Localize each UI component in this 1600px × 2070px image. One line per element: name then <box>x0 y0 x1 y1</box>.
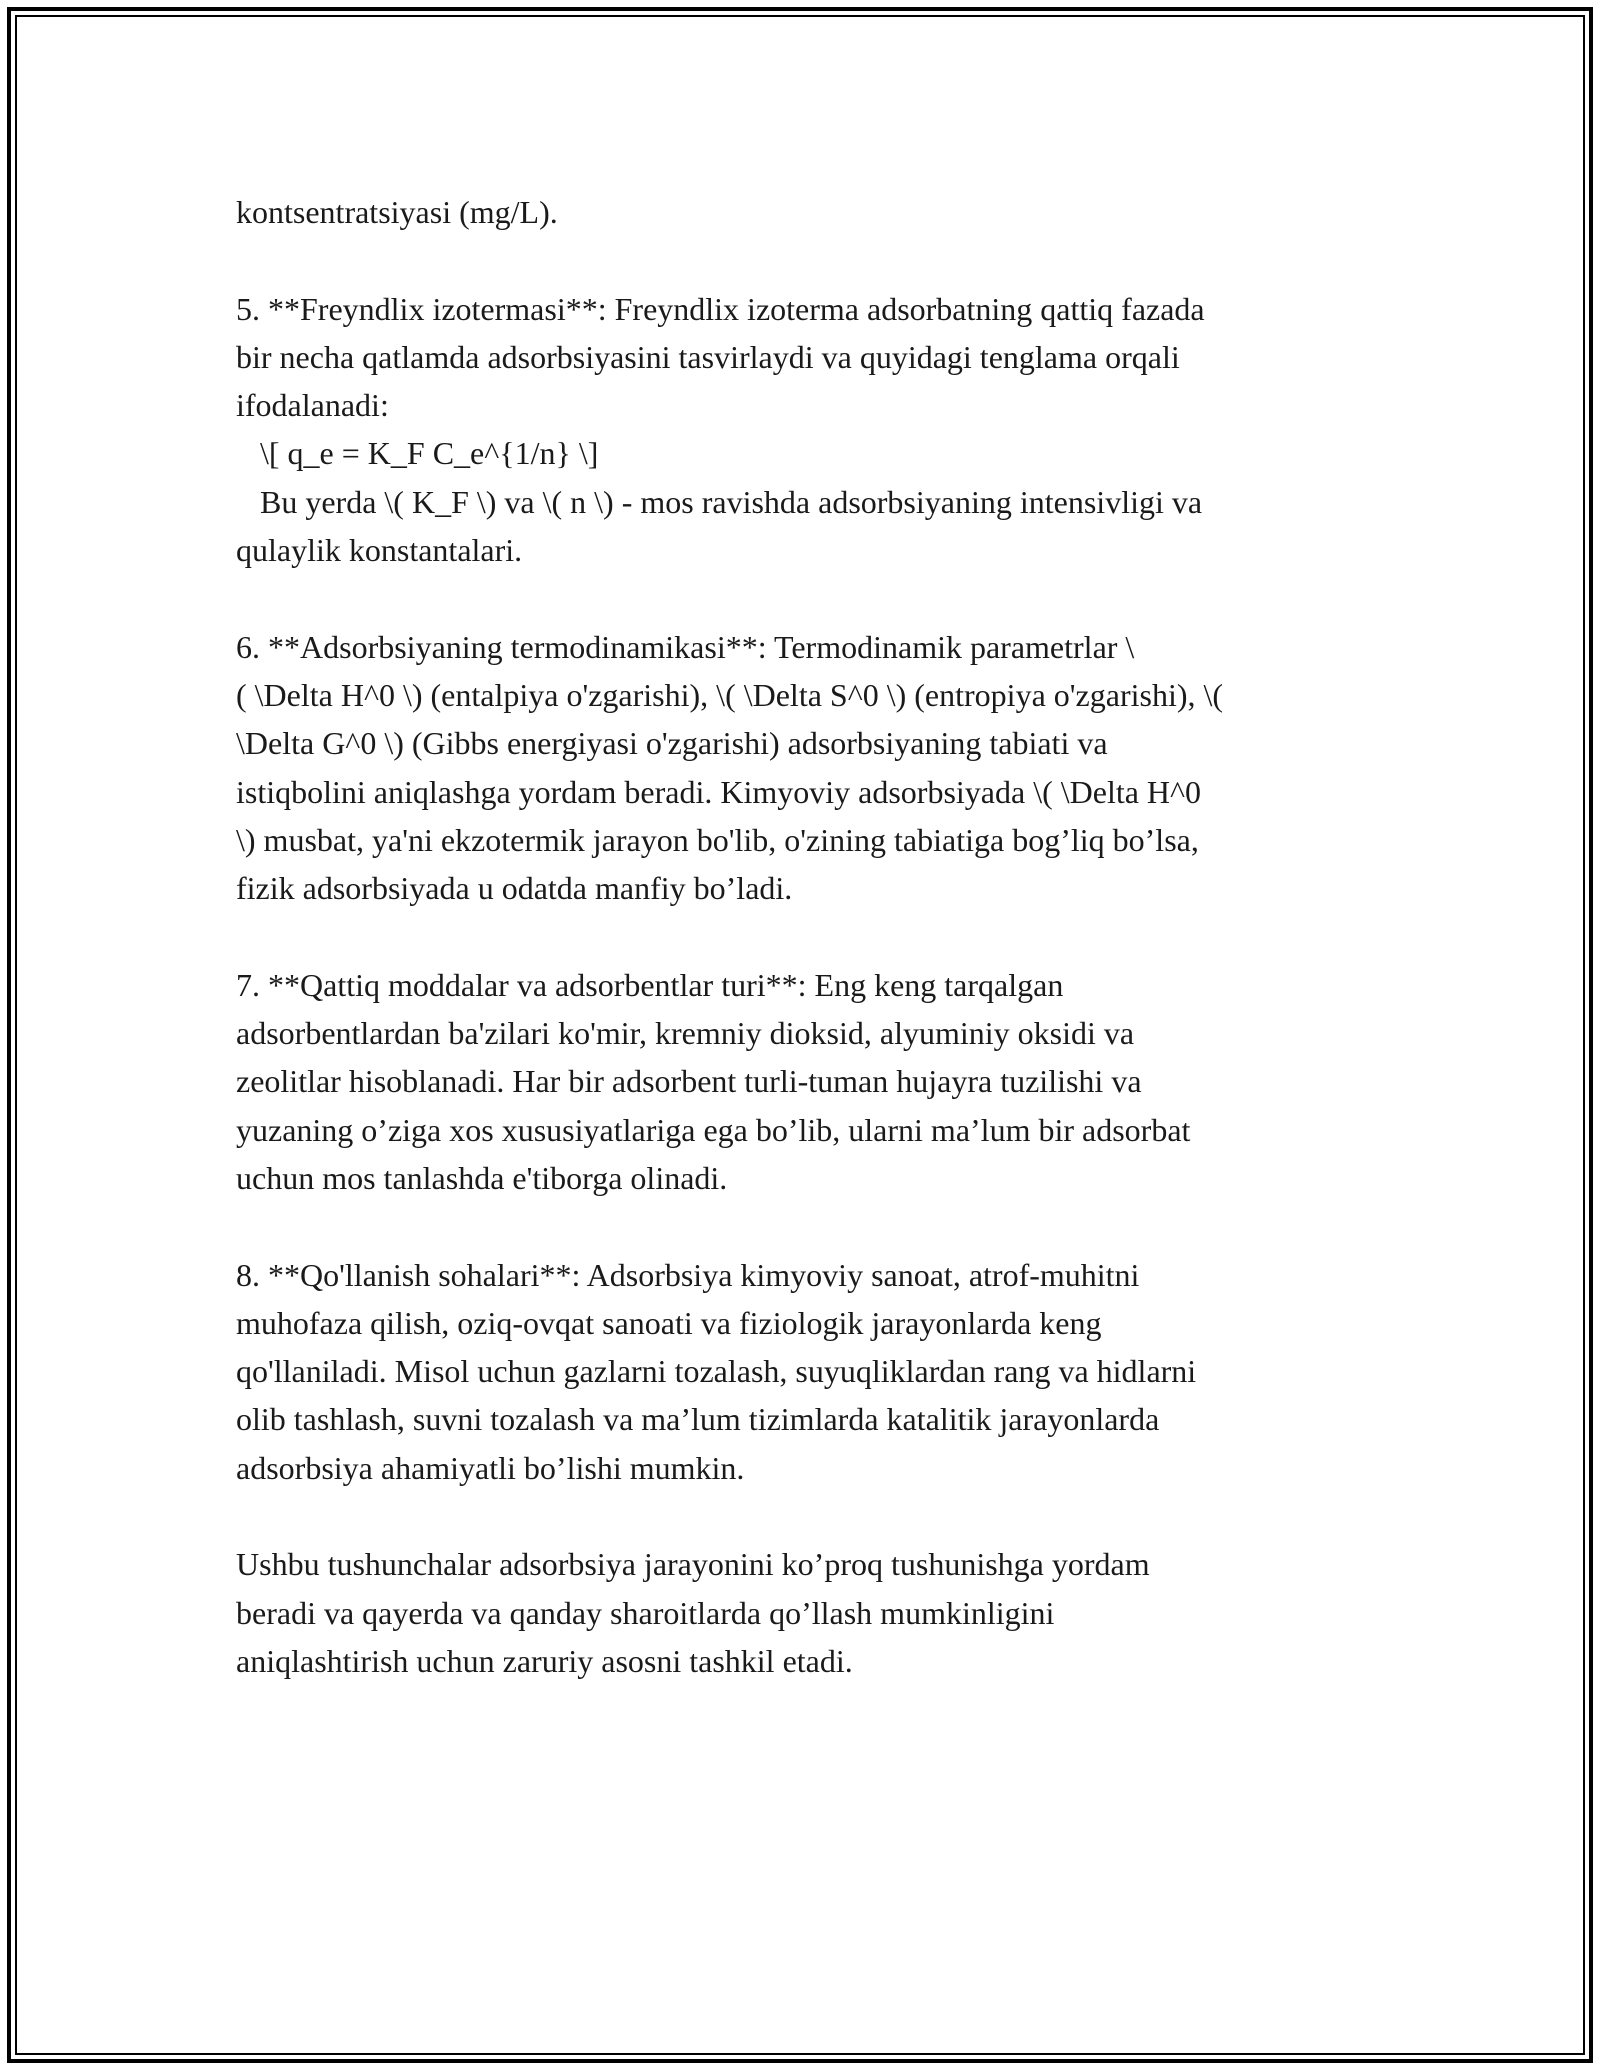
conclusion-paragraph <box>236 1540 1366 1685</box>
text-line: \Delta G^0 \) (Gibbs energiyasi o'zgarishi) adsorbsiyaning tabiati va <box>236 725 1108 762</box>
text-line: bir necha qatlamda adsorbsiyasini tasvirlaydi va quyidagi tenglama orqali <box>236 338 1180 375</box>
equation-line: \[ q_e = K_F C_e^{1/n} \] <box>236 435 599 472</box>
paragraph-gap <box>236 1492 1366 1540</box>
text-line: zeolitlar hisoblanadi. Har bir adsorbent turli-tuman hujayra tuzilishi va <box>236 1063 1142 1100</box>
text-line: istiqbolini aniqlashga yordam beradi. Kimyoviy adsorbsiyada \( \Delta H^0 <box>236 773 1202 810</box>
intro-fragment <box>236 188 1366 236</box>
item-5-freyndlix-isotherm <box>236 285 1366 575</box>
text-line: yuzaning o’ziga xos xususiyatlariga ega bo’lib, ularni ma’lum bir adsorbat <box>236 1111 1191 1148</box>
item-7-adsorbent-types <box>236 961 1366 1202</box>
paragraph-gap <box>236 1202 1366 1250</box>
text-line: ( \Delta H^0 \) (entalpiya o'zgarishi), \( \Delta S^0 \) (entropiya o'zgarishi), \( <box>236 676 1224 713</box>
document-body <box>236 188 1366 1685</box>
text-line: Bu yerda \( K_F \) va \( n \) - mos ravishda adsorbsiyaning intensivligi va <box>236 483 1203 520</box>
text-line: qulaylik konstantalari. <box>236 532 523 569</box>
text-line: muhofaza qilish, oziq-ovqat sanoati va fiziologik jarayonlarda keng <box>236 1304 1102 1341</box>
item-6-thermodynamics <box>236 623 1366 913</box>
text-line: uchun mos tanlashda e'tiborga olinadi. <box>236 1159 728 1196</box>
item-8-applications <box>236 1251 1366 1492</box>
text-line: 5. **Freyndlix izotermasi**: Freyndlix izoterma adsorbatning qattiq fazada <box>236 290 1205 327</box>
text-line: adsorbsiya ahamiyatli bo’lishi mumkin. <box>236 1449 745 1486</box>
text-line: 8. **Qo'llanish sohalari**: Adsorbsiya kimyoviy sanoat, atrof-muhitni <box>236 1256 1140 1293</box>
paragraph-gap <box>236 236 1366 284</box>
paragraph-gap <box>236 912 1366 960</box>
text-line: qo'llaniladi. Misol uchun gazlarni tozalash, suyuqliklardan rang va hidlarni <box>236 1353 1197 1390</box>
text-line: \) musbat, ya'ni ekzotermik jarayon bo'lib, o'zining tabiatiga bog’liq bo’lsa, <box>236 821 1199 858</box>
text-line: 7. **Qattiq moddalar va adsorbentlar turi**: Eng keng tarqalgan <box>236 966 1064 1003</box>
paragraph-gap <box>236 574 1366 622</box>
text-line: Ushbu tushunchalar adsorbsiya jarayonini ko’proq tushunishga yordam <box>236 1546 1150 1583</box>
text-line: aniqlashtirish uchun zaruriy asosni tashkil etadi. <box>236 1642 853 1679</box>
text-line: beradi va qayerda va qanday sharoitlarda qo’llash mumkinligini <box>236 1594 1055 1631</box>
text-line: ifodalanadi: <box>236 387 389 424</box>
text-line: fizik adsorbsiyada u odatda manfiy bo’ladi. <box>236 870 793 907</box>
text-line: 6. **Adsorbsiyaning termodinamikasi**: Termodinamik parametrlar \ <box>236 628 1135 665</box>
text-line: adsorbentlardan ba'zilari ko'mir, kremniy dioksid, alyuminiy oksidi va <box>236 1015 1135 1052</box>
text-line: olib tashlash, suvni tozalash va ma’lum tizimlarda katalitik jarayonlarda <box>236 1401 1160 1438</box>
text-line: kontsentratsiyasi (mg/L). <box>236 194 558 230</box>
